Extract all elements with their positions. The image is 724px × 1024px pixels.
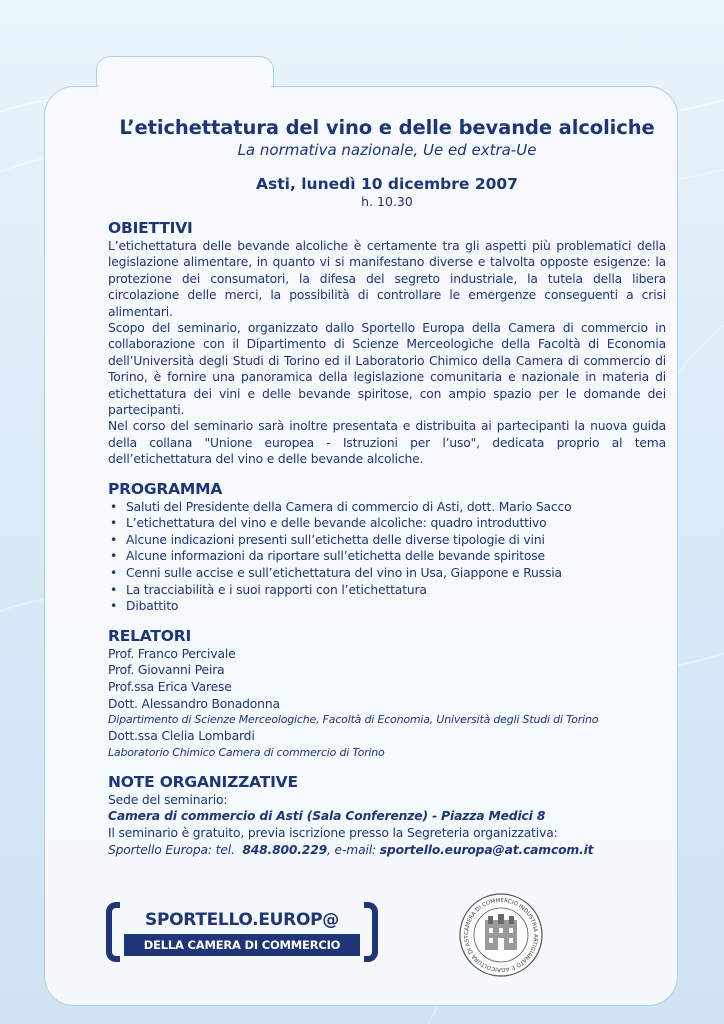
sportello-europa-logo xyxy=(106,902,378,962)
page-title: L’etichettatura del vino e delle bevande alcoliche xyxy=(119,116,655,139)
speaker-name: Prof.ssa Erica Varese xyxy=(108,680,232,695)
list-item: • Saluti del Presidente della Camera di commercio di Asti, dott. Mario Sacco xyxy=(108,499,666,516)
venue-value: Camera di commercio di Asti (Sala Conferenze) - Piazza Medici 8 xyxy=(108,809,546,824)
obiettivi-heading: OBIETTIVI xyxy=(108,219,193,237)
logo-line-2: DELLA CAMERA DI COMMERCIO xyxy=(124,934,360,956)
speaker-name: Prof. Giovanni Peira xyxy=(108,663,225,678)
speaker-name: Prof. Franco Percivale xyxy=(108,646,236,661)
logo-line-1: SPORTELLO.EUROP@ xyxy=(145,910,339,930)
programma-list xyxy=(108,499,666,615)
registration-text: Il seminario è gratuito, previa iscrizione presso la Segreteria organizzativa: xyxy=(108,826,558,840)
email-link[interactable]: sportello.europa@at.camcom.it xyxy=(379,842,594,857)
phone-number: 848.800.229 xyxy=(242,842,328,857)
chamber-of-commerce-seal xyxy=(458,892,544,978)
obiettivi-paragraph: Nel corso del seminario sarà inoltre presentata e distribuita ai partecipanti la nuova guida della collana "Unione europea - Istruzioni per l’uso", dedicata proprio al tema dell’etichettatura del vino e delle bevande alcoliche. xyxy=(108,419,666,467)
obiettivi-paragraph: L’etichettatura delle bevande alcoliche è certamente tra gli aspetti più problematici della legislazione alimentare, in quanto vi si manifestano diverse e talvolta opposte esigenze: la protezione dei consumatori, la difesa del segreto industriale, la tutela della libera circolazione delle merci, la possibilità di controllare le emergenze conseguenti a crisi alimentari. xyxy=(108,239,666,319)
page-subtitle: La normativa nazionale, Ue ed extra-Ue xyxy=(237,141,537,159)
list-item: • La tracciabilità e i suoi rapporti con l’etichettatura xyxy=(108,582,666,599)
relatori-heading: RELATORI xyxy=(108,626,192,645)
note-heading: NOTE ORGANIZZATIVE xyxy=(108,772,298,791)
list-item: • L’etichettatura del vino e delle bevande alcoliche: quadro introduttivo xyxy=(108,515,666,532)
programma-heading: PROGRAMMA xyxy=(108,479,223,498)
contact-line xyxy=(108,842,666,859)
document-content xyxy=(108,116,666,858)
speaker-name: Dott.ssa Clelia Lombardi xyxy=(108,729,255,744)
speaker-affiliation: Dipartimento di Scienze Merceologiche, Facoltà di Economia, Università degli Studi di Torino xyxy=(108,713,599,727)
event-date: Asti, lunedì 10 dicembre 2007 xyxy=(256,175,518,193)
list-item: • Dibattito xyxy=(108,598,666,615)
list-item: • Alcune informazioni da riportare sull’etichetta delle bevande spiritose xyxy=(108,548,666,565)
speaker-affiliation: Laboratorio Chimico Camera di commercio di Torino xyxy=(108,745,385,759)
svg-text:CAMERA DI COMMERCIO INDUSTRIA: CAMERA DI COMMERCIO INDUSTRIA ARTIGIANATO E AGRICOLTURA DI AST xyxy=(463,897,539,973)
speaker-name: Dott. Alessandro Bonadonna xyxy=(108,696,280,711)
obiettivi-paragraph: Scopo del seminario, organizzato dallo Sportello Europa della Camera di commercio in collaborazione con il Dipartimento di Scienze Merceologiche della Facoltà di Economia dell’Università degli Studi di Torino ed il Laboratorio Chimico della Camera di commercio di Torino, è fornire una panoramica della legislazione comunitaria e nazionale in materia di etichettatura dei vini e delle bevande spiritose, con ampio spazio per le domande dei partecipanti. xyxy=(108,321,666,418)
list-item: • Alcune indicazioni presenti sull’etichetta delle diverse tipologie di vini xyxy=(108,532,666,549)
email-prefix: , e-mail: xyxy=(327,842,376,857)
venue-label: Sede del seminario: xyxy=(108,792,228,807)
event-time: h. 10.30 xyxy=(361,194,413,209)
list-item: • Cenni sulle accise e sull’etichettatura del vino in Usa, Giappone e Russia xyxy=(108,565,666,582)
contact-prefix: Sportello Europa: tel. xyxy=(108,842,235,857)
